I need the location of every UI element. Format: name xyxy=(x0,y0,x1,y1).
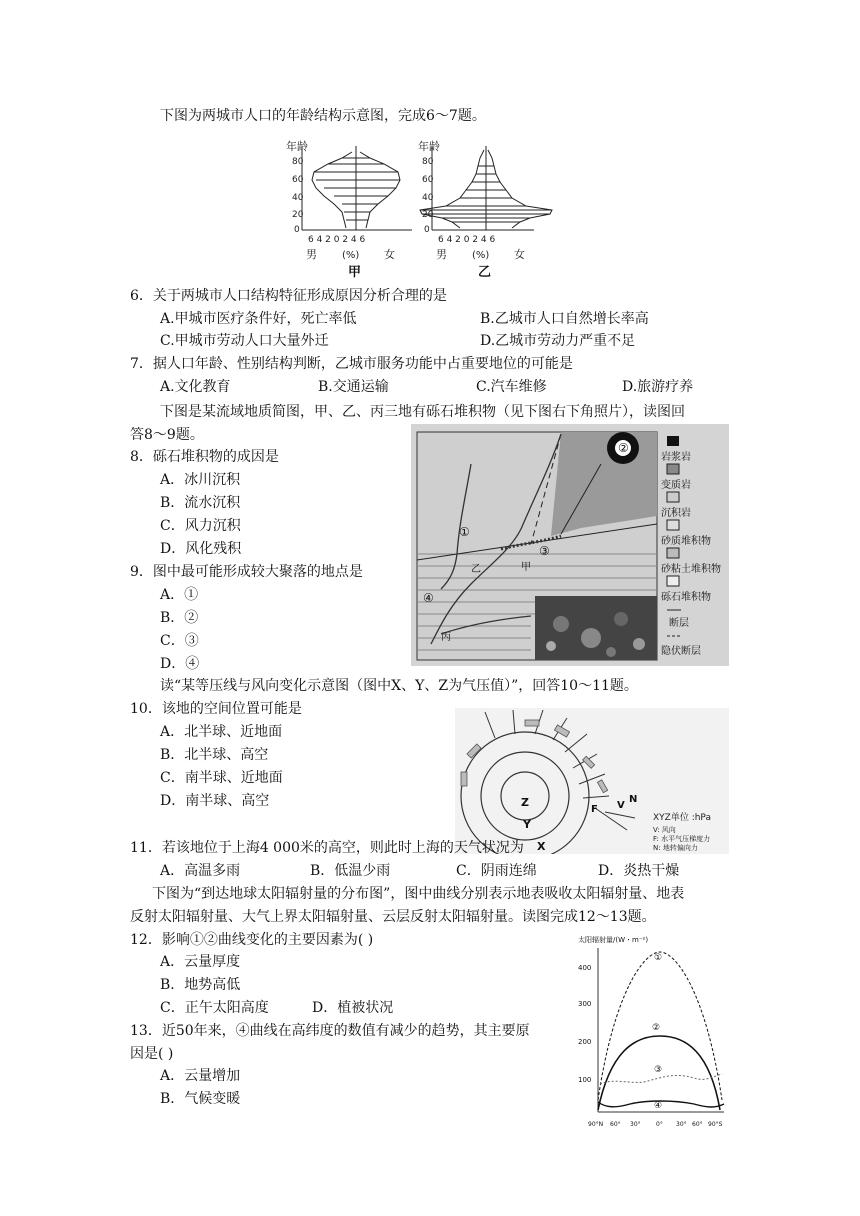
q9-option-a[interactable]: A．① xyxy=(160,587,199,603)
pyramid-b-female: 女 xyxy=(514,248,525,261)
intro-questions-10-11: 读“某等压线与风向变化示意图（图中X、Y、Z为气压值）”，回答10～11题。 xyxy=(160,678,638,694)
isobar-note-v: V: 风向 xyxy=(653,826,676,834)
svg-text:60: 60 xyxy=(292,175,304,185)
q13-option-a[interactable]: A．云量增加 xyxy=(160,1068,241,1084)
isobar-note-f: F: 水平气压梯度力 xyxy=(653,835,711,843)
geomap-mark-jia: 甲 xyxy=(521,562,531,573)
svg-text:60: 60 xyxy=(422,175,434,185)
isobar-note-n: N: 地转偏向力 xyxy=(653,844,698,852)
radiation-chart-figure xyxy=(574,932,730,1132)
geomap-mark-2: ② xyxy=(618,441,629,455)
isobar-label-y: Y xyxy=(523,818,531,831)
pyramid-b-ylabel: 年龄 xyxy=(418,140,440,153)
q11-stem: 11．若该地位于上海4 000米的高空，则此时上海的天气状况为 xyxy=(130,840,524,856)
q8-option-b[interactable]: B．流水沉积 xyxy=(160,495,241,511)
svg-text:40: 40 xyxy=(292,193,304,203)
radiation-xtick-60s: 60° xyxy=(692,1121,703,1128)
q9-option-b[interactable]: B．② xyxy=(160,610,199,626)
radiation-xtick-90s: 90°S xyxy=(708,1121,723,1128)
q13-stem-line2: 因是( ) xyxy=(130,1046,174,1062)
geology-map-figure xyxy=(411,424,729,666)
legend-sandy: 砂质堆积物 xyxy=(661,536,711,547)
isobar-note-title: XYZ单位 :hPa xyxy=(653,813,711,823)
q10-stem: 10．该地的空间位置可能是 xyxy=(130,701,302,717)
q7-option-a[interactable]: A.文化教育 xyxy=(160,379,231,395)
q9-stem: 9．图中最可能形成较大聚落的地点是 xyxy=(130,564,363,580)
q11-option-b[interactable]: B．低温少雨 xyxy=(310,863,391,879)
intro-questions-6-7: 下图为两城市人口的年龄结构示意图，完成6～7题。 xyxy=(160,108,486,124)
pyramid-a-male: 男 xyxy=(306,248,317,261)
legend-metamorphic: 变质岩 xyxy=(661,480,691,491)
q12-stem: 12．影响①②曲线变化的主要因素为( ) xyxy=(130,932,374,948)
svg-text:80: 80 xyxy=(422,157,434,167)
population-pyramid-figure xyxy=(272,132,554,282)
isobar-label-v: V xyxy=(617,800,625,811)
q10-option-d[interactable]: D．南半球、高空 xyxy=(160,793,270,809)
geomap-mark-bing: 丙 xyxy=(441,632,451,643)
radiation-xtick-90n: 90°N xyxy=(588,1121,604,1128)
pyramid-a-ylabel: 年龄 xyxy=(286,140,308,153)
pyramid-a-unit: (%) xyxy=(342,250,360,261)
radiation-curve-mark-4: ④ xyxy=(654,1101,663,1111)
isobar-label-f: F xyxy=(591,804,598,815)
q12-option-a[interactable]: A．云量厚度 xyxy=(160,954,241,970)
q10-option-b[interactable]: B．北半球、高空 xyxy=(160,747,269,763)
geomap-mark-4: ④ xyxy=(423,591,434,605)
isobar-label-n: N xyxy=(629,794,638,805)
svg-text:0: 0 xyxy=(424,225,430,235)
q8-stem: 8．砾石堆积物的成因是 xyxy=(130,449,279,465)
intro-questions-12-13-line2: 反射太阳辐射量、大气上界太阳辐射量、云层反射太阳辐射量。读图完成12～13题。 xyxy=(130,909,656,925)
geomap-mark-3: ③ xyxy=(539,544,550,558)
legend-magmatic: 岩浆岩 xyxy=(661,452,691,463)
intro-questions-12-13-line1: 下图为“到达地球太阳辐射量的分布图”，图中曲线分别表示地表吸收太阳辐射量、地表 xyxy=(152,886,685,902)
q11-option-c[interactable]: C．阴雨连绵 xyxy=(456,863,537,879)
q10-option-a[interactable]: A．北半球、近地面 xyxy=(160,724,283,740)
radiation-ytick-200: 200 xyxy=(578,1038,592,1046)
radiation-xtick-0: 0° xyxy=(656,1121,663,1128)
isobar-label-x: X xyxy=(537,840,546,853)
q8-option-c[interactable]: C．风力沉积 xyxy=(160,518,241,534)
q6-option-b[interactable]: B.乙城市人口自然增长率高 xyxy=(480,311,649,327)
q7-option-b[interactable]: B.交通运输 xyxy=(318,379,389,395)
legend-sandy-clay: 砂粘土堆积物 xyxy=(661,564,721,575)
legend-hidden-fault: 隐伏断层 xyxy=(661,646,701,657)
q6-option-d[interactable]: D.乙城市劳动力严重不足 xyxy=(480,333,636,349)
isobar-wind-figure xyxy=(455,708,729,854)
radiation-ylabel: 太阳辐射量/(W・m⁻²) xyxy=(578,936,649,944)
intro-questions-8-9-line1: 下图是某流域地质简图，甲、乙、丙三地有砾石堆积物（见下图右下角照片），读图回 xyxy=(160,404,685,420)
radiation-ytick-300: 300 xyxy=(578,1000,592,1008)
q12-option-d[interactable]: D．植被状况 xyxy=(312,1000,394,1016)
q12-option-b[interactable]: B．地势高低 xyxy=(160,977,241,993)
isobar-label-z: Z xyxy=(521,796,529,809)
q9-option-d[interactable]: D．④ xyxy=(160,656,200,672)
q11-option-d[interactable]: D．炎热干燥 xyxy=(598,863,680,879)
q13-stem-line1: 13．近50年来，④曲线在高纬度的数值有减少的趋势，其主要原 xyxy=(130,1023,530,1039)
radiation-xtick-30: 30° xyxy=(630,1121,641,1128)
geomap-mark-yi: 乙 xyxy=(471,564,481,575)
q13-option-b[interactable]: B．气候变暖 xyxy=(160,1091,241,1107)
pyramid-a-female: 女 xyxy=(384,248,395,261)
pyramid-b-male: 男 xyxy=(436,248,447,261)
q8-option-d[interactable]: D．风化残积 xyxy=(160,541,242,557)
pyramid-b-name: 乙 xyxy=(478,265,492,280)
q6-stem: 6．关于两城市人口结构特征形成原因分析合理的是 xyxy=(130,288,447,304)
q7-stem: 7．据人口年龄、性别结构判断，乙城市服务功能中占重要地位的可能是 xyxy=(130,356,573,372)
q11-option-a[interactable]: A．高温多雨 xyxy=(160,863,241,879)
radiation-xtick-60: 60° xyxy=(610,1121,621,1128)
radiation-ytick-100: 100 xyxy=(578,1076,592,1084)
radiation-curve-mark-3: ③ xyxy=(654,1065,663,1075)
radiation-ytick-400: 400 xyxy=(578,964,592,972)
svg-text:20: 20 xyxy=(422,210,434,220)
svg-text:0: 0 xyxy=(294,225,300,235)
radiation-curve-mark-1: ① xyxy=(654,953,663,963)
legend-sedimentary: 沉积岩 xyxy=(661,508,691,519)
q7-option-d[interactable]: D.旅游疗养 xyxy=(622,379,694,395)
pyramid-b-unit: (%) xyxy=(472,250,490,261)
q10-option-c[interactable]: C．南半球、近地面 xyxy=(160,770,283,786)
legend-fault: 断层 xyxy=(669,618,689,629)
q6-option-c[interactable]: C.甲城市劳动人口大量外迁 xyxy=(160,333,329,349)
pyramid-a-xticks: 6 4 2 0 2 4 6 xyxy=(308,235,366,245)
legend-gravel: 砾石堆积物 xyxy=(661,592,711,603)
svg-text:40: 40 xyxy=(422,193,434,203)
radiation-curve-mark-2: ② xyxy=(652,1023,661,1033)
q6-option-a[interactable]: A.甲城市医疗条件好，死亡率低 xyxy=(160,311,357,327)
q12-option-c[interactable]: C．正午太阳高度 xyxy=(160,1000,269,1016)
q9-option-c[interactable]: C．③ xyxy=(160,633,199,649)
svg-text:20: 20 xyxy=(292,210,304,220)
radiation-xtick-30s: 30° xyxy=(676,1121,687,1128)
intro-questions-8-9-line2: 答8～9题。 xyxy=(130,427,204,443)
pyramid-b-xticks: 6 4 2 0 2 4 6 xyxy=(438,235,496,245)
svg-text:80: 80 xyxy=(292,157,304,167)
q8-option-a[interactable]: A．冰川沉积 xyxy=(160,472,241,488)
geomap-mark-1: ① xyxy=(459,525,470,539)
pyramid-a-name: 甲 xyxy=(348,265,362,280)
q7-option-c[interactable]: C.汽车维修 xyxy=(476,379,547,395)
